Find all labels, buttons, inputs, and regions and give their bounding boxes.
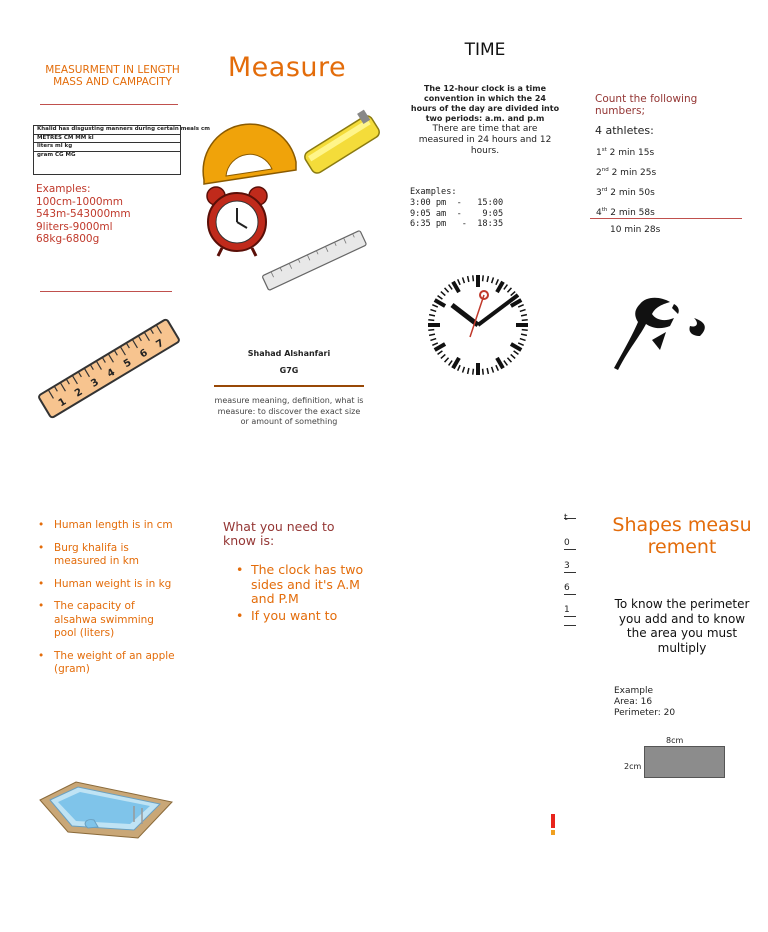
perimeter-value: Perimeter: 20 xyxy=(614,708,676,718)
examples-label: Examples: xyxy=(36,183,91,195)
time-examples xyxy=(410,187,503,230)
list-item: • The capacity of alsahwa swimming pool (liters) xyxy=(38,600,178,641)
ruler-digit: 3 xyxy=(89,376,101,390)
divider-line xyxy=(40,291,172,292)
example-label: Example xyxy=(614,686,654,696)
example-item: 100cm-1000mm xyxy=(36,195,124,208)
ruler-digit: 7 xyxy=(154,337,167,351)
units-table xyxy=(33,125,210,175)
alarm-clock-icon xyxy=(207,187,267,256)
swimming-pool-image xyxy=(36,778,176,842)
protractor-icon xyxy=(203,124,296,184)
ruler-digit: 1 xyxy=(56,396,69,410)
ruler-digit: 4 xyxy=(105,366,118,381)
shapes-explanation: To know the perimeter you add and to know the area you must multiply xyxy=(614,597,750,655)
example-item: 68kg-6800g xyxy=(36,233,100,246)
list-item: • The weight of an apple (gram) xyxy=(38,650,178,677)
cut-off-digit xyxy=(564,616,576,626)
clock-tick xyxy=(522,330,528,331)
height-label: 2cm xyxy=(624,762,642,771)
cut-off-digit: 0 xyxy=(564,538,576,550)
clock-tick xyxy=(428,320,434,321)
ruler-digit: 6 xyxy=(138,347,150,361)
class-name: G7G xyxy=(279,366,299,375)
example-item: 6:35 pm - 18:35 xyxy=(410,219,504,230)
cut-off-digit: 3 xyxy=(564,561,576,573)
clock-tick xyxy=(473,275,474,281)
cut-off-digit: 6 xyxy=(564,583,576,595)
count-heading: Count the following numbers; xyxy=(595,93,698,117)
athlete-row: 1st 2 min 15s xyxy=(596,147,655,158)
area-value: Area: 16 xyxy=(614,697,653,707)
list-item: • The clock has two sides and it's A.M and P.M xyxy=(232,563,367,607)
clock-tick xyxy=(428,330,434,331)
length-mass-heading: MEASURMENT IN LENGTH MASS AND CAMPACITY xyxy=(45,64,180,88)
wall-clock-icon xyxy=(424,271,532,379)
straight-ruler-icon xyxy=(262,230,367,290)
total-time: 10 min 28s xyxy=(610,225,661,235)
example-item: 543m-543000mm xyxy=(36,208,131,221)
ruler-digit: 2 xyxy=(72,386,85,400)
measuring-tools-image xyxy=(200,118,375,303)
units-table-row: Khalid has disgusting manners during certain meals cm xyxy=(34,126,180,135)
athlete-row: 2nd 2 min 25s xyxy=(596,167,657,178)
measure-definition: measure meaning, definition, what is measure: to discover the exact size or amount of something xyxy=(214,396,364,426)
cut-off-digit: t xyxy=(564,513,576,519)
ruler-digit: 5 xyxy=(121,357,134,371)
ruler-image xyxy=(30,312,175,424)
red-marker-icon xyxy=(550,814,556,836)
units-table-row: liters ml kg xyxy=(34,143,180,152)
clock-tick xyxy=(483,275,484,281)
author-block xyxy=(214,345,364,379)
athlete-row: 3rd 2 min 50s xyxy=(596,187,655,198)
example-item: 3:00 pm - 15:00 xyxy=(410,197,504,208)
athlete-row: 4th 2 min 58s xyxy=(596,207,655,218)
clock-tick xyxy=(522,320,528,321)
units-table-row: METRES CM MM kl xyxy=(34,135,180,144)
clock-definition: The 12-hour clock is a time convention in which the 24 hours of the day are divided into two periods: a.m. and p.m xyxy=(410,84,560,123)
list-item: • Burg khalifa is measured in km xyxy=(38,542,178,569)
author-name: Shahad Alshanfari xyxy=(247,349,331,358)
width-label: 8cm xyxy=(666,736,684,745)
runner-icon xyxy=(612,292,716,374)
page-title: Measure xyxy=(227,52,347,83)
rectangle-shape xyxy=(644,746,725,778)
time-title: TIME xyxy=(464,40,506,60)
example-item: 9liters-9000ml xyxy=(36,220,113,233)
conversion-examples xyxy=(36,183,131,246)
shape-example xyxy=(614,686,675,719)
clock-tick xyxy=(473,369,474,375)
units-table-row: gram CG MG xyxy=(37,151,76,158)
cut-off-digit: 1 xyxy=(564,605,576,617)
examples-label: Examples: xyxy=(410,187,457,197)
list-item: • Human length is in cm xyxy=(38,519,178,533)
divider-line xyxy=(40,104,178,105)
units-examples-list xyxy=(38,519,178,686)
list-item: • Human weight is in kg xyxy=(38,578,178,592)
tape-measure-icon xyxy=(299,109,381,176)
athletes-label: 4 athletes: xyxy=(595,124,654,137)
clock-tick xyxy=(483,369,484,375)
need-to-know-list xyxy=(232,562,367,623)
clock-note: There are time that are measured in 24 hours and 12 hours. xyxy=(418,124,552,156)
example-item: 9:05 am - 9:05 xyxy=(410,208,504,219)
divider-line xyxy=(214,385,364,387)
list-item: • If you want to xyxy=(232,609,367,624)
shapes-title: Shapes measurement xyxy=(612,514,752,558)
sum-line xyxy=(590,218,742,219)
need-to-know-heading: What you need to know is: xyxy=(223,519,335,548)
